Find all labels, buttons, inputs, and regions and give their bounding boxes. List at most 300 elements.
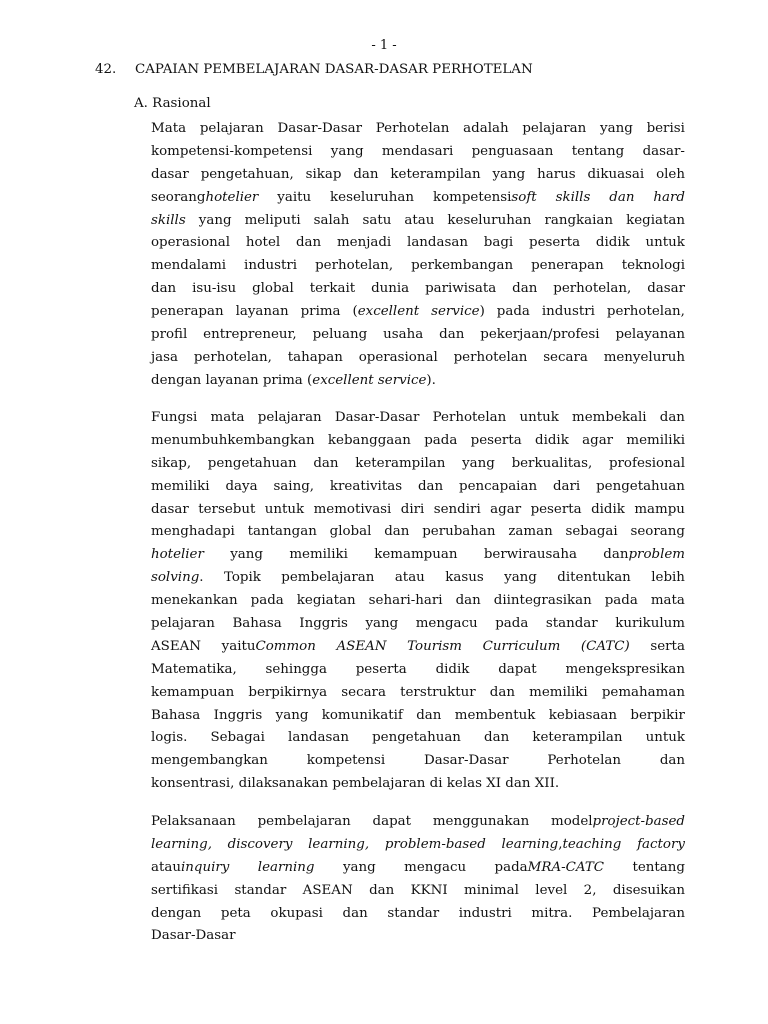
word: didik — [535, 432, 569, 448]
word: membekali — [572, 410, 647, 425]
word: pemahaman — [601, 684, 685, 700]
word: sebagai — [565, 524, 618, 540]
text-line — [151, 659, 685, 682]
text-line — [151, 141, 685, 164]
word: komunikatif — [321, 707, 403, 723]
word: yang — [462, 455, 495, 471]
word: Bahasa — [151, 707, 201, 723]
word: dan — [455, 593, 481, 609]
word: keseluruhan — [447, 212, 532, 228]
section-title: CAPAIAN PEMBELAJARAN DASAR-DASAR PERHOTELAN — [135, 62, 533, 77]
word: berwirausaha — [483, 547, 577, 563]
italic-phrase: excellent service — [312, 372, 427, 388]
word: pengetahuan — [207, 455, 297, 471]
italic-word: service — [431, 304, 480, 320]
word: logis. — [151, 730, 188, 746]
word: mengembangkan — [151, 753, 268, 769]
word: dapat — [372, 814, 412, 829]
word: kasus — [445, 570, 484, 586]
word: dasar — [151, 166, 189, 182]
word: keseluruhan — [330, 189, 415, 205]
word: dan — [369, 882, 395, 898]
text-line — [151, 925, 685, 948]
word: kreativitas — [329, 478, 403, 494]
word: pada — [250, 593, 284, 609]
word: seorang — [630, 524, 685, 540]
text-line — [151, 232, 685, 255]
word: tersebut — [198, 501, 256, 517]
word: perhotelan, — [606, 304, 685, 320]
word: perhotelan — [453, 349, 528, 365]
word: mendasari — [381, 143, 454, 159]
italic-word: discovery — [227, 836, 293, 852]
word: kemampuan — [374, 547, 458, 563]
word: hotel — [245, 235, 281, 251]
text-line — [151, 255, 685, 278]
text-line — [151, 811, 685, 834]
word: tentang — [632, 859, 685, 875]
text-line — [151, 301, 685, 324]
word: atau — [151, 859, 181, 875]
word: pelayanan — [615, 327, 685, 343]
word: perubahan — [422, 524, 496, 540]
word: didik — [591, 501, 625, 517]
word: okupasi — [270, 905, 323, 921]
section-heading — [95, 62, 533, 77]
word: dan — [416, 707, 442, 723]
text-line — [151, 521, 685, 544]
word: memiliki — [289, 547, 348, 563]
word: Inggris — [299, 616, 348, 632]
word: berkualitas, — [511, 455, 593, 471]
word: jasa — [151, 349, 178, 365]
page-number: - 1 - — [371, 38, 397, 53]
word: sehingga — [265, 661, 327, 677]
text-line — [151, 370, 685, 393]
italic-word: learning, — [308, 836, 370, 852]
text-line — [151, 682, 685, 705]
word: terkait — [309, 281, 356, 297]
italic-word: hard — [653, 189, 685, 205]
italic-word: learning, — [151, 836, 212, 852]
word: diri — [400, 501, 425, 517]
word: pada — [424, 432, 458, 448]
word: isu-isu — [192, 281, 237, 297]
word: Sebagai — [210, 730, 265, 746]
word: standar — [387, 905, 440, 921]
word: penerapan — [531, 258, 604, 274]
word: lebih — [651, 570, 685, 586]
word: untuk — [645, 235, 685, 251]
word: global — [329, 524, 372, 540]
italic-word: learning — [257, 859, 315, 875]
text-line — [151, 187, 685, 210]
word: kompetensi — [306, 753, 386, 769]
text-line — [151, 278, 685, 301]
word: sertifikasi — [151, 882, 219, 898]
text-line — [151, 705, 685, 728]
word: menyeluruh — [603, 349, 685, 365]
section-number: 42. — [95, 62, 117, 77]
word: Fungsi — [151, 410, 198, 425]
italic-word: (CATC) — [580, 638, 630, 654]
word: operasional — [358, 349, 438, 365]
word: peserta — [529, 235, 581, 251]
text-line — [151, 750, 685, 773]
word: mengacu — [415, 616, 478, 632]
word: operasional — [151, 235, 231, 251]
word: dikuasai — [587, 166, 645, 182]
italic-word: solving — [151, 570, 200, 586]
word: peta — [220, 905, 251, 921]
word: tantangan — [247, 524, 317, 540]
text-segment: dengan layanan prima ( — [151, 372, 313, 388]
word: perkembangan — [411, 258, 514, 274]
word: dasar — [647, 281, 685, 297]
word: pembelajaran — [257, 814, 351, 829]
italic-word: inquiry — [180, 859, 230, 875]
word: Pembelajaran — [592, 905, 685, 921]
word-group — [353, 301, 420, 324]
word: atau — [404, 212, 435, 228]
word: level — [535, 882, 568, 898]
italic-word: problem-based — [384, 836, 486, 852]
text-line — [151, 880, 685, 903]
text-line — [151, 476, 685, 499]
word-group — [551, 811, 685, 834]
italic-word: ASEAN — [336, 638, 387, 654]
word: keterampilan — [390, 166, 481, 182]
word: minimal — [464, 882, 519, 898]
word: untuk — [519, 410, 559, 425]
word: dasar- — [642, 143, 685, 159]
text-line — [151, 903, 685, 926]
text-line — [151, 453, 685, 476]
word: perhotelan, — [315, 258, 394, 274]
word: kegiatan — [296, 593, 356, 609]
word-group — [603, 544, 685, 567]
word: satu — [362, 212, 392, 228]
text-segment: konsentrasi, dilaksanakan pembelajaran di kelas XI dan XII. — [151, 776, 560, 792]
word-group — [502, 834, 622, 857]
word: yang — [230, 547, 263, 563]
word: KKNI — [410, 882, 448, 898]
word: kebanggaan — [327, 432, 411, 448]
paragraph-implementation — [151, 811, 685, 948]
word: berisi — [646, 121, 685, 136]
text-line — [151, 727, 685, 750]
word: pelajaran — [522, 121, 587, 136]
word: ) — [479, 304, 485, 320]
word: perhotelan, — [193, 349, 272, 365]
word: peserta — [355, 661, 407, 677]
word: adalah — [463, 121, 509, 136]
word: kompetensi — [432, 189, 512, 205]
word: pada — [494, 859, 528, 875]
word: keterampilan — [355, 455, 446, 471]
text-line — [151, 773, 685, 796]
word: tentang — [571, 143, 625, 159]
word: harus — [537, 166, 576, 182]
word: penguasaan — [471, 143, 554, 159]
word: penerapan — [151, 304, 224, 320]
word: dari — [552, 478, 581, 494]
text-line — [151, 590, 685, 613]
word: seorang — [151, 189, 206, 205]
italic-word: dan — [609, 189, 635, 205]
italic-word: project-based — [592, 814, 685, 829]
word: Mata — [151, 121, 187, 136]
word: yang — [365, 616, 399, 632]
word: pelajaran — [257, 410, 322, 425]
word-group — [151, 857, 229, 880]
text-segment: ). — [426, 372, 436, 388]
word: dan — [603, 547, 629, 563]
word: menggunakan — [432, 814, 530, 829]
word: pada — [604, 593, 638, 609]
word: peluang — [312, 327, 368, 343]
word: untuk — [645, 730, 685, 746]
word: industri — [541, 304, 595, 320]
word: dan — [489, 684, 515, 700]
word: membentuk — [454, 707, 536, 723]
word: pariwisata — [425, 281, 497, 297]
word-group — [495, 857, 604, 880]
word: oleh — [656, 166, 685, 182]
word: profesional — [608, 455, 685, 471]
word: agar — [490, 501, 522, 517]
italic-word: skills — [151, 212, 186, 228]
word: yang — [342, 859, 376, 875]
italic-word: Common — [255, 638, 316, 654]
word: pengetahuan — [372, 730, 461, 746]
word: layanan — [235, 304, 289, 320]
word: yang — [504, 570, 537, 586]
word: dan — [512, 281, 538, 297]
paragraph-rationale — [151, 118, 685, 393]
word: Dasar-Dasar — [424, 753, 509, 769]
word: Bahasa — [232, 616, 282, 632]
word: memiliki — [626, 432, 685, 448]
word: dan — [659, 410, 685, 425]
word: Dasar-Dasar — [334, 410, 420, 425]
word: ASEAN — [151, 638, 202, 654]
italic-word: Curriculum — [482, 638, 561, 654]
word: yang — [492, 166, 526, 182]
word: kompetensi-kompetensi — [151, 143, 313, 159]
word: kegiatan — [626, 212, 685, 228]
word-group — [431, 301, 485, 324]
word: 2, — [583, 882, 597, 898]
word: mitra. — [531, 905, 573, 921]
text-line — [151, 324, 685, 347]
paragraph-function — [151, 407, 685, 796]
text-line — [151, 567, 685, 590]
text-line — [151, 118, 685, 141]
word: pembelajaran — [281, 570, 375, 586]
word: dan — [151, 281, 177, 297]
word: sikap — [305, 166, 342, 182]
word: sikap, — [151, 455, 192, 471]
word: keterampilan — [532, 730, 623, 746]
word: yang — [600, 121, 633, 136]
text-line — [151, 430, 685, 453]
word: pelajaran — [151, 616, 215, 632]
word: dan — [439, 327, 465, 343]
word: dan — [342, 905, 368, 921]
word: profil — [151, 327, 188, 343]
italic-word: teaching — [562, 836, 622, 852]
word: berpikir — [630, 707, 685, 723]
word: dan — [313, 455, 339, 471]
italic-word: MRA-CATC — [527, 859, 605, 875]
italic-word: hotelier — [151, 547, 204, 563]
word: perhotelan, — [553, 281, 632, 297]
italic-word: excellent — [357, 304, 420, 320]
word: Matematika, — [151, 661, 237, 677]
word: kemampuan — [151, 684, 235, 700]
word: didik — [435, 661, 470, 677]
text-line — [151, 636, 685, 659]
word: menumbuhkembangkan — [151, 432, 315, 448]
word: meliputi — [244, 212, 301, 228]
italic-word: hotelier — [205, 189, 259, 205]
word: menekankan — [151, 593, 238, 609]
word: yaitu — [277, 189, 312, 205]
word: serta — [650, 638, 685, 654]
italic-word: skills — [555, 189, 591, 205]
word: saing, — [273, 478, 315, 494]
italic-word: learning — [501, 836, 559, 852]
word: zaman — [508, 524, 553, 540]
word: teknologi — [621, 258, 685, 274]
word: landasan — [288, 730, 349, 746]
word: bagi — [483, 235, 514, 251]
italic-word: factory — [637, 836, 685, 852]
word: mendalami — [151, 258, 227, 274]
word: pekerjaan/profesi — [480, 327, 600, 343]
word: agar — [582, 432, 614, 448]
word-group — [151, 187, 258, 210]
word: prima — [300, 304, 341, 320]
word: peserta — [470, 432, 522, 448]
word: , — [558, 836, 563, 852]
text-line — [151, 210, 685, 233]
word: yang — [275, 707, 309, 723]
word: dan — [659, 753, 685, 769]
word: Perhotelan — [547, 753, 621, 769]
word: menghadapi — [151, 524, 235, 540]
word: memotivasi — [313, 501, 392, 517]
word: industri — [244, 258, 298, 274]
word: didik — [595, 235, 630, 251]
word: kurikulum — [615, 616, 685, 632]
word: terstruktur — [400, 684, 476, 700]
text-line — [151, 544, 685, 567]
word: standar — [234, 882, 287, 898]
word: pada — [496, 304, 530, 320]
text-segment: Dasar-Dasar — [151, 928, 236, 944]
word: usaha — [383, 327, 424, 343]
word: global — [252, 281, 294, 297]
word: mata — [210, 410, 245, 425]
text-line — [151, 834, 685, 857]
word: yang — [330, 143, 364, 159]
text-line — [151, 857, 685, 880]
text-line — [151, 499, 685, 522]
word-group — [151, 567, 204, 590]
word: . — [199, 570, 204, 586]
text-line — [151, 164, 685, 187]
word: Perhotelan — [432, 410, 507, 425]
italic-word: soft — [511, 189, 537, 205]
word: mampu — [634, 501, 685, 517]
word: mengekspresikan — [565, 661, 685, 677]
word: Perhotelan — [375, 121, 450, 136]
word: dan — [484, 730, 510, 746]
word: dan — [384, 524, 410, 540]
word: berpikirnya — [248, 684, 328, 700]
text-line — [151, 347, 685, 370]
word: sehari-hari — [368, 593, 443, 609]
word: Inggris — [213, 707, 263, 723]
italic-word: Tourism — [407, 638, 462, 654]
word: diintegrasikan — [493, 593, 592, 609]
word: dan — [417, 478, 444, 494]
word: yaitu — [221, 638, 256, 654]
text-line — [151, 613, 685, 636]
word: disesuikan — [612, 882, 685, 898]
word: Pelaksanaan — [151, 814, 236, 829]
word: Dasar-Dasar — [277, 121, 362, 136]
word: dasar — [151, 501, 189, 517]
word: pencapaian — [459, 478, 538, 494]
word: ASEAN — [302, 882, 353, 898]
word: dengan — [151, 905, 202, 921]
word: ( — [352, 304, 358, 320]
word: memiliki — [529, 684, 588, 700]
word: pengetahuan — [596, 478, 685, 494]
italic-word: problem — [628, 547, 685, 563]
word: standar — [545, 616, 598, 632]
word: secara — [543, 349, 588, 365]
word: pengetahuan, — [200, 166, 294, 182]
word: memiliki — [151, 478, 210, 494]
word: pada — [495, 616, 529, 632]
word: atau — [394, 570, 425, 586]
word-group — [433, 187, 537, 210]
word: dapat — [498, 661, 537, 677]
word: ditentukan — [557, 570, 631, 586]
word: industri — [458, 905, 512, 921]
word: model — [551, 814, 593, 829]
word: dan — [295, 235, 322, 251]
word: entrepreneur, — [203, 327, 297, 343]
word: tahapan — [287, 349, 343, 365]
word: kebiasaan — [548, 707, 618, 723]
word: yang — [198, 212, 232, 228]
word: peserta — [530, 501, 582, 517]
word: Topik — [223, 570, 261, 586]
word: pelajaran — [199, 121, 264, 136]
word: landasan — [407, 235, 468, 251]
subsection-heading: A. Rasional — [134, 96, 211, 111]
word: daya — [225, 478, 258, 494]
word: dan — [353, 166, 379, 182]
word: mata — [650, 593, 685, 609]
word-group — [222, 636, 316, 659]
word: mengacu — [404, 859, 467, 875]
